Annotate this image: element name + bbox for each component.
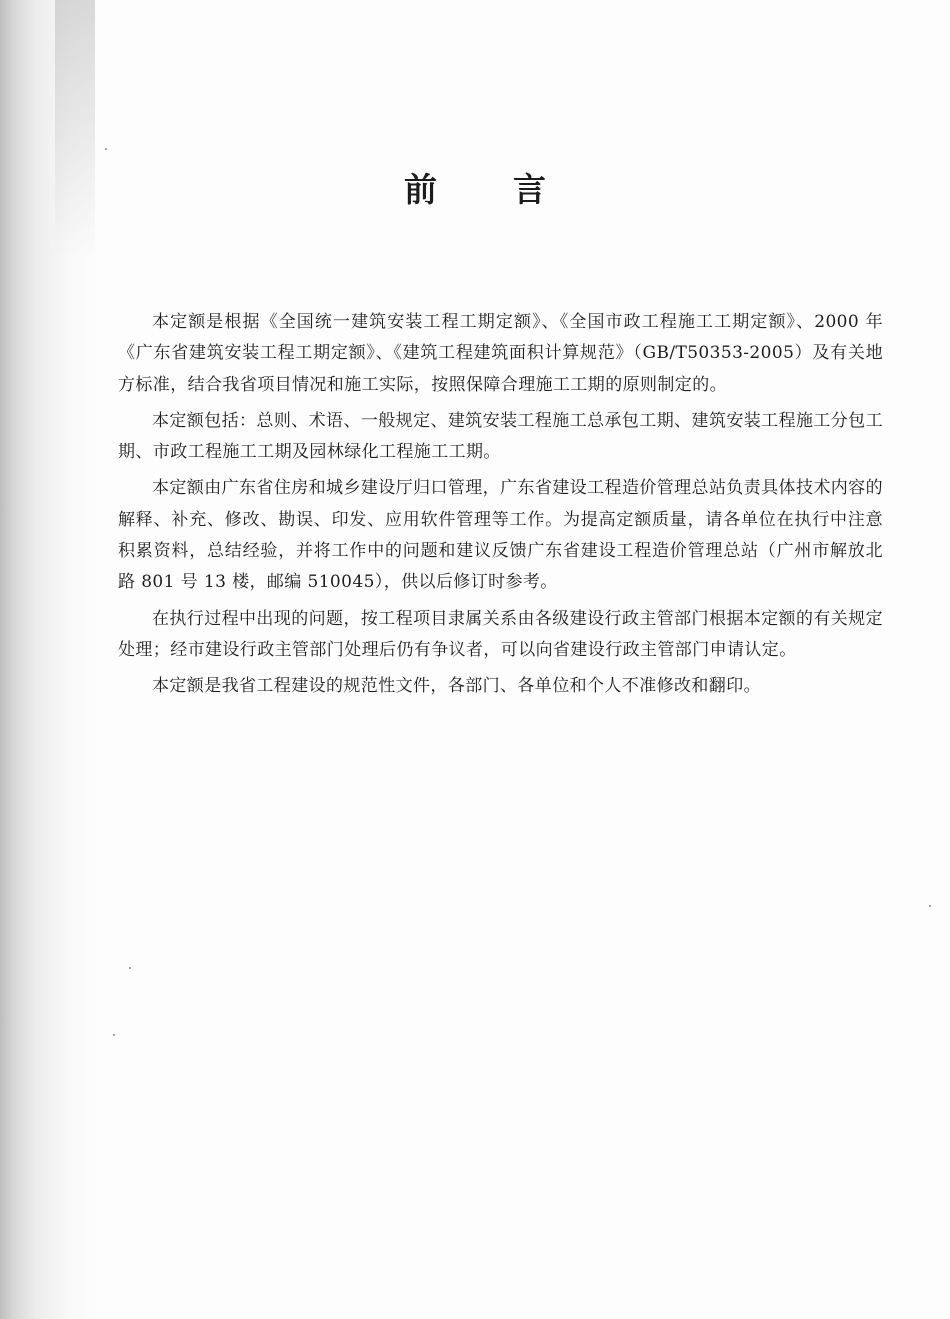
scan-shadow-top — [55, 0, 95, 260]
title-char-2: 言 — [513, 170, 546, 209]
scan-speck — [929, 905, 931, 907]
paragraph-disputes: 在执行过程中出现的问题，按工程项目隶属关系由各级建设行政主管部门根据本定额的有关规定处理；经市建设行政主管部门处理后仍有争议者，可以向省建设行政主管部门申请认定。 — [118, 608, 883, 660]
title-char-1: 前 — [404, 170, 437, 209]
scan-speck — [105, 148, 107, 150]
paragraph-management: 本定额由广东省住房和城乡建设厅归口管理，广东省建设工程造价管理总站负责具体技术内容的解释、补充、修改、勘误、印发、应用软件管理等工作。为提高定额质量，请各单位在执行中注意积累资料，总结经验，并将工作中的问题和建议反馈广东省建设工程造价管理总站（广州市解放北路 801 号 13 楼，邮编 510045），供以后修订时参考。 — [118, 478, 883, 593]
page-title — [0, 168, 950, 212]
preface-body — [118, 307, 883, 708]
scan-speck — [113, 1034, 115, 1036]
paragraph-basis: 本定额是根据《全国统一建筑安装工程工期定额》、《全国市政工程施工工期定额》、2000 年《广东省建筑安装工程工期定额》、《建筑工程建筑面积计算规范》（GB/T50353-2005）及有关地方标准，结合我省项目情况和施工实际，按照保障合理施工工期的原则制定的。 — [118, 312, 883, 395]
paragraph-contents: 本定额包括：总则、术语、一般规定、建筑安装工程施工总承包工期、建筑安装工程施工分包工期、市政工程施工工期及园林绿化工程施工工期。 — [118, 410, 883, 463]
scan-speck — [129, 967, 131, 969]
paragraph-copyright: 本定额是我省工程建设的规范性文件，各部门、各单位和个人不准修改和翻印。 — [152, 676, 761, 697]
